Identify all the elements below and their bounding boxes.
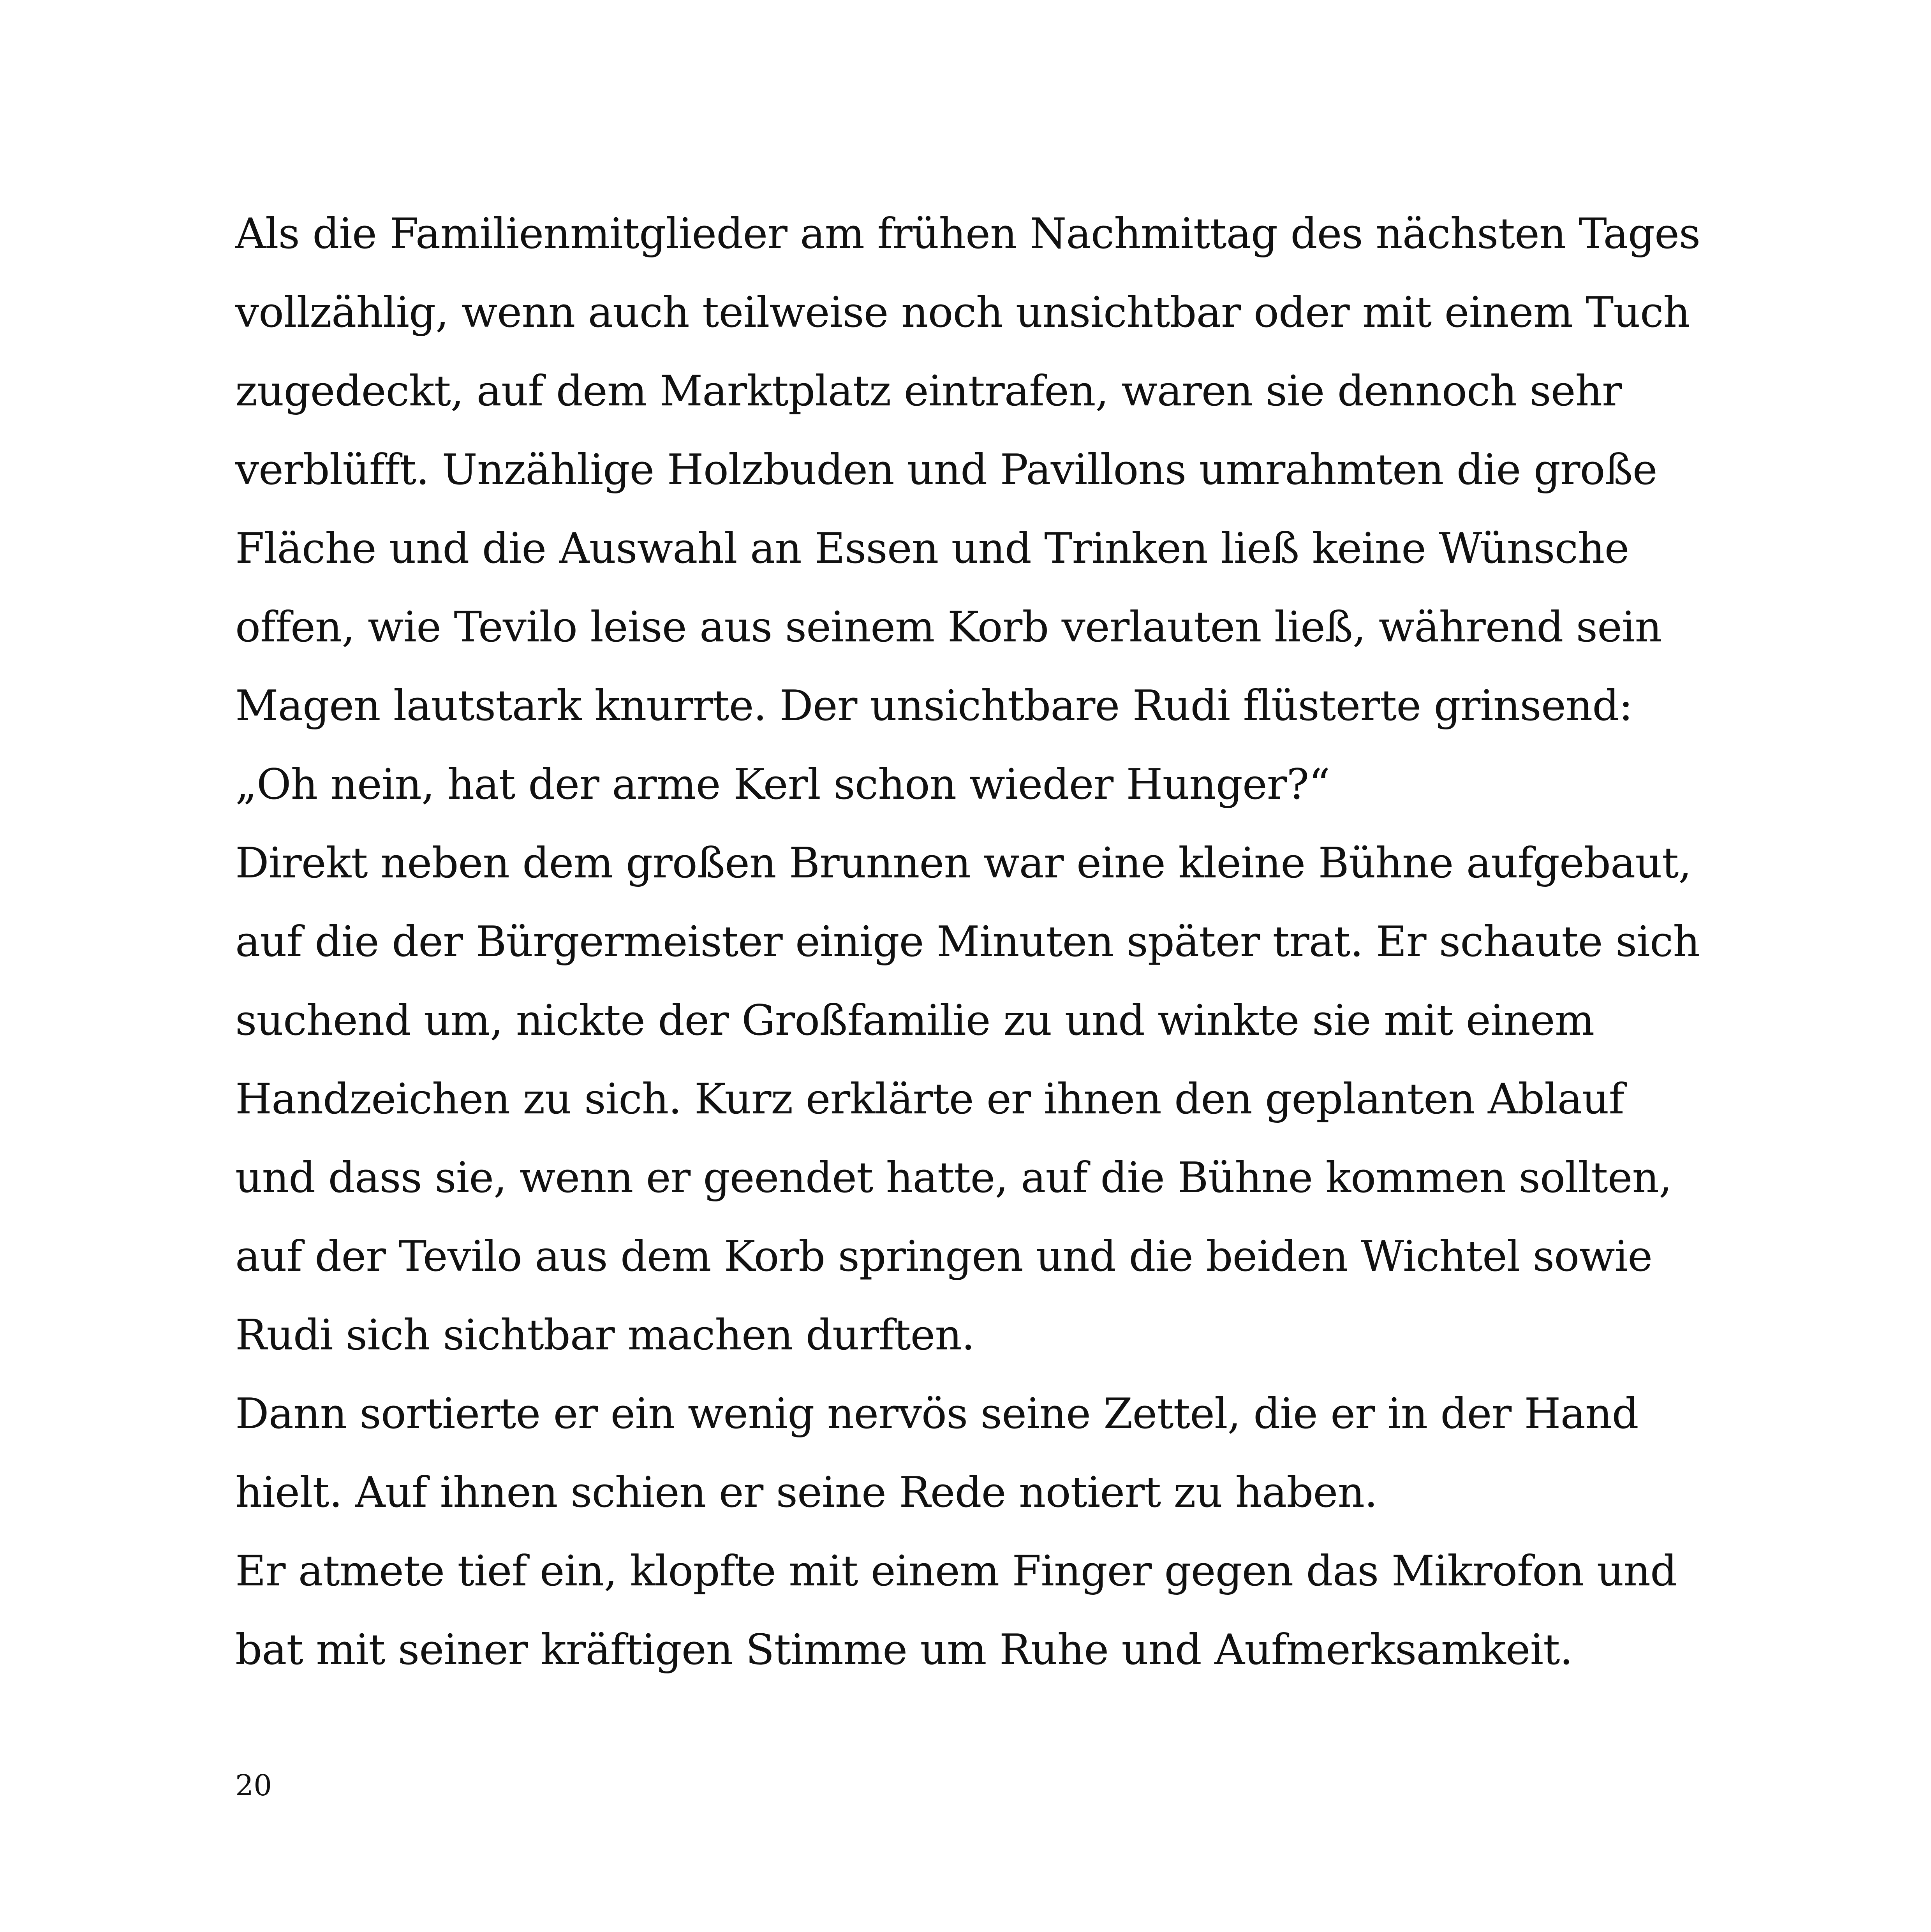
text-line: Magen lautstark knurrte. Der unsichtbare Rudi flüsterte grinsend:: [235, 682, 1633, 730]
page-number: 20: [235, 1769, 272, 1802]
text-line: hielt. Auf ihnen schien er seine Rede notiert zu haben.: [235, 1468, 1378, 1517]
text-line: Dann sortierte er ein wenig nervös seine Zettel, die er in der Hand: [235, 1390, 1639, 1438]
text-line: Als die Familienmitglieder am frühen Nachmittag des nächsten Tages: [235, 210, 1700, 258]
text-line: zugedeckt, auf dem Marktplatz eintrafen, waren sie dennoch sehr: [235, 367, 1622, 416]
text-line: vollzählig, wenn auch teilweise noch unsichtbar oder mit einem Tuch: [235, 288, 1690, 337]
text-line: Fläche und die Auswahl an Essen und Trinken ließ keine Wünsche: [235, 524, 1629, 573]
text-line: Direkt neben dem großen Brunnen war eine kleine Bühne aufgebaut,: [235, 839, 1691, 888]
text-line: „Oh nein, hat der arme Kerl schon wieder Hunger?“: [235, 760, 1330, 809]
text-line: und dass sie, wenn er geendet hatte, auf die Bühne kommen sollten,: [235, 1154, 1672, 1202]
text-line: auf die der Bürgermeister einige Minuten später trat. Er schaute sich: [235, 918, 1700, 966]
text-line: verblüfft. Unzählige Holzbuden und Pavillons umrahmten die große: [235, 446, 1657, 494]
text-line: suchend um, nickte der Großfamilie zu und winkte sie mit einem: [235, 996, 1594, 1045]
text-line: bat mit seiner kräftigen Stimme um Ruhe und Aufmerksamkeit.: [235, 1626, 1573, 1674]
text-line: Er atmete tief ein, klopfte mit einem Finger gegen das Mikrofon und: [235, 1547, 1677, 1596]
text-line: offen, wie Tevilo leise aus seinem Korb verlauten ließ, während sein: [235, 603, 1662, 652]
text-line: auf der Tevilo aus dem Korb springen und die beiden Wichtel sowie: [235, 1232, 1653, 1281]
body-text: [235, 195, 1754, 1689]
text-line: Rudi sich sichtbar machen durften.: [235, 1311, 975, 1360]
text-line: Handzeichen zu sich. Kurz erklärte er ihnen den geplanten Ablauf: [235, 1075, 1624, 1124]
